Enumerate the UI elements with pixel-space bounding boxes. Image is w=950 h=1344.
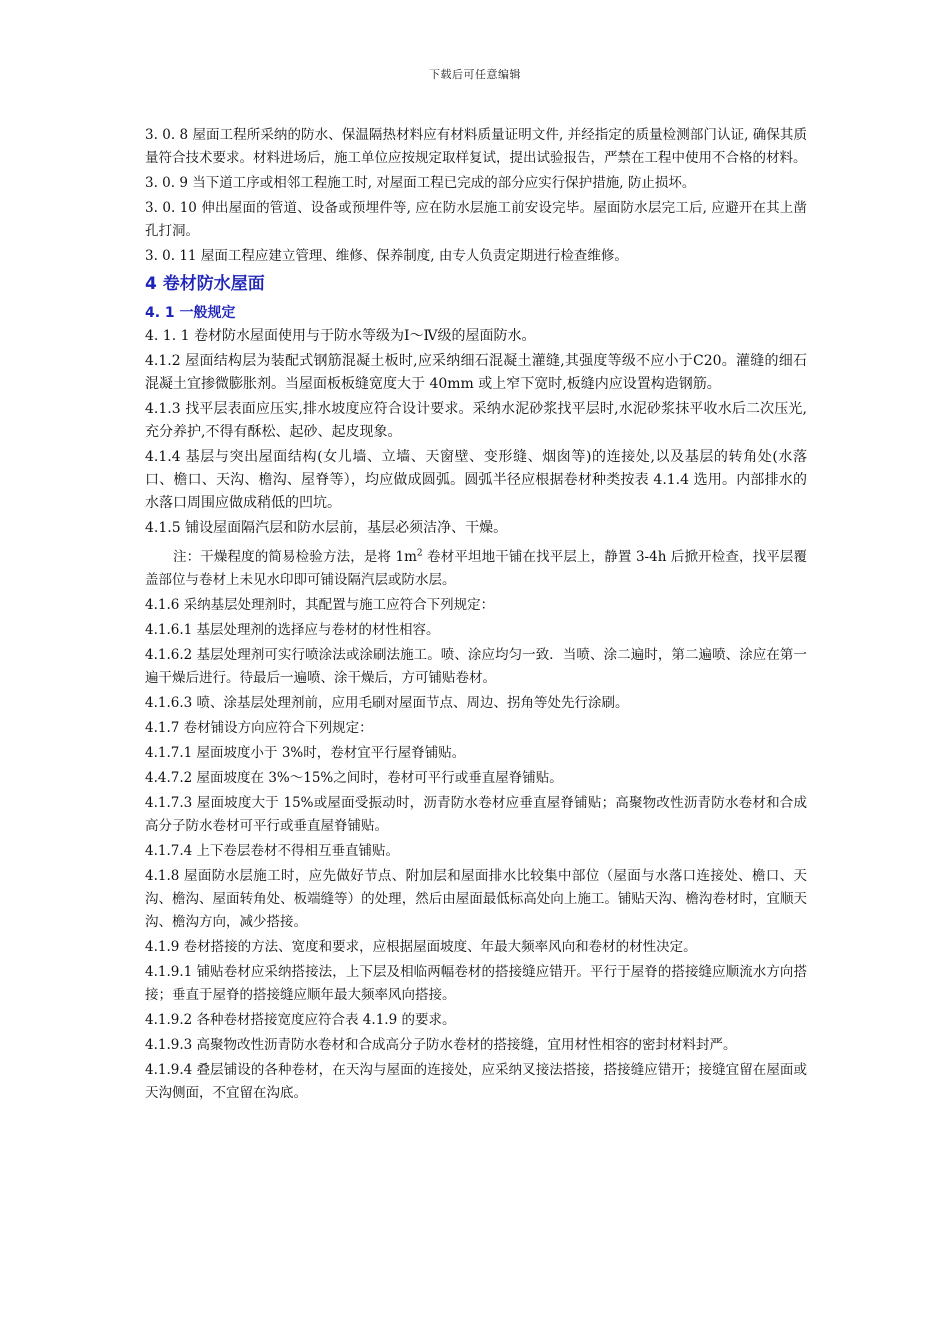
clause-4-1-9-4: 4.1.9.4 叠层铺设的各种卷材，在天沟与屋面的连接处，应采纳叉接法搭接，搭接缝应错开；接缝宜留在屋面或天沟侧面，不宜留在沟底。 [145,1062,807,1101]
paragraph-3-0-11: 3. 0. 11 屋面工程应建立管理、维修、保养制度, 由专人负责定期进行检查维修。 [145,248,628,264]
clause-4-1-7-3: 4.1.7.3 屋面坡度大于 15%或屋面受振动时，沥青防水卷材应垂直屋脊铺贴；高聚物改性沥青防水卷材和合成高分子防水卷材可平行或垂直屋脊铺贴。 [145,795,807,834]
clause-4-1-6-2: 4.1.6.2 基层处理剂可实行喷涂法或涂刷法施工。喷、涂应均匀一致．当喷、涂二遍时，第二遍喷、涂应在第一遍干燥后进行。待最后一遍喷、涂干燥后，方可铺贴卷材。 [145,647,807,686]
clause-4-4-7-2: 4.4.7.2 屋面坡度在 3%～15%之间时，卷材可平行或垂直屋脊铺贴。 [145,770,563,786]
drying-note [145,546,807,592]
clause-4-1-8: 4.1.8 屋面防水层施工时，应先做好节点、附加层和屋面排水比较集中部位（屋面与水落口连接处、檐口、天沟、檐沟、屋面转角处、板端缝等）的处理，然后由屋面最低标高处向上施工。铺贴天沟、檐沟卷材时，宜顺天沟、檐沟方向，减少搭接。 [145,868,807,930]
paragraph-3-0-8: 3. 0. 8 屋面工程所采纳的防水、保温隔热材料应有材料质量证明文件, 并经指定的质量检测部门认证, 确保其质量符合技术要求。材料进场后，施工单位应按规定取样复试，提出试验报告，严禁在工程中使用不合格的材料。 [145,127,807,166]
clause-4-1-9-3: 4.1.9.3 高聚物改性沥青防水卷材和合成高分子防水卷材的搭接缝，宜用材性相容的密封材料封严。 [145,1037,737,1053]
clause-4-1-6-3: 4.1.6.3 喷、涂基层处理剂前，应用毛刷对屋面节点、周边、拐角等处先行涂刷。 [145,695,629,711]
clause-4-1-5: 4.1.5 铺设屋面隔汽层和防水层前，基层必须洁净、干燥。 [145,520,508,536]
clause-4-1-3: 4.1.3 找平层表面应压实,排水坡度应符合设计要求。采纳水泥砂浆找平层时,水泥砂浆抹平收水后二次压光,充分养护,不得有酥松、起砂、起皮现象。 [145,401,807,440]
clause-4-1-1: 4. 1. 1 卷材防水屋面使用与于防水等级为Ⅰ～Ⅳ级的屋面防水。 [145,328,536,344]
clause-4-1-9: 4.1.9 卷材搭接的方法、宽度和要求，应根据屋面坡度、年最大频率风向和卷材的材性决定。 [145,939,697,955]
subsection-title: 4. 1 一般规定 [145,305,236,321]
section-title: 4 卷材防水屋面 [145,274,265,294]
clause-4-1-7: 4.1.7 卷材铺设方向应符合下列规定： [145,720,373,736]
note-text-before: 注：干燥程度的简易检验方法，是将 1m [173,549,417,565]
document-body [145,124,807,1107]
clause-4-1-9-1: 4.1.9.1 铺贴卷材应采纳搭接法，上下层及相临两幅卷材的搭接缝应错开。平行于屋脊的搭接缝应顺流水方向搭接；垂直于屋脊的搭接缝应顺年最大频率风向搭接。 [145,964,807,1003]
paragraph-3-0-10: 3. 0. 10 伸出屋面的管道、设备或预埋件等, 应在防水层施工前安设完毕。屋面防水层完工后, 应避开在其上凿孔打洞。 [145,200,807,239]
clause-4-1-6-1: 4.1.6.1 基层处理剂的选择应与卷材的材性相容。 [145,622,440,638]
clause-4-1-6: 4.1.6 采纳基层处理剂时，其配置与施工应符合下列规定： [145,597,495,613]
note-superscript: 2 [416,548,423,559]
note-text-after: 卷材平坦地干铺在找平层上，静置 3-4h 后掀开检查，找平层覆盖部位与卷材上未见水印即可铺设隔汽层或防水层。 [145,549,808,588]
clause-4-1-7-4: 4.1.7.4 上下卷层卷材不得相互垂直铺贴。 [145,843,400,859]
clause-4-1-4: 4.1.4 基层与突出屋面结构(女儿墙、立墙、天窗壁、变形缝、烟囱等)的连接处,以及基层的转角处(水落口、檐口、天沟、檐沟、屋脊等），均应做成圆弧。圆弧半径应根据卷材种类按表 4.1.4 选用。内部排水的水落口周围应做成稍低的凹坑。 [145,449,807,511]
clause-4-1-9-2: 4.1.9.2 各种卷材搭接宽度应符合表 4.1.9 的要求。 [145,1012,456,1028]
page-header: 下载后可任意编辑 [429,68,521,81]
clause-4-1-2: 4.1.2 屋面结构层为装配式钢筋混凝土板时,应采纳细石混凝土灌缝,其强度等级不应小于C20。灌缝的细石混凝土宜掺微膨胀剂。当屋面板板缝宽度大于 40mm 或上窄下宽时,板缝内应设置构造钢筋。 [145,353,807,392]
clause-4-1-7-1: 4.1.7.1 屋面坡度小于 3%时，卷材宜平行屋脊铺贴。 [145,745,466,761]
paragraph-3-0-9: 3. 0. 9 当下道工序或相邻工程施工时, 对屋面工程已完成的部分应实行保护措施, 防止损坏。 [145,175,696,191]
